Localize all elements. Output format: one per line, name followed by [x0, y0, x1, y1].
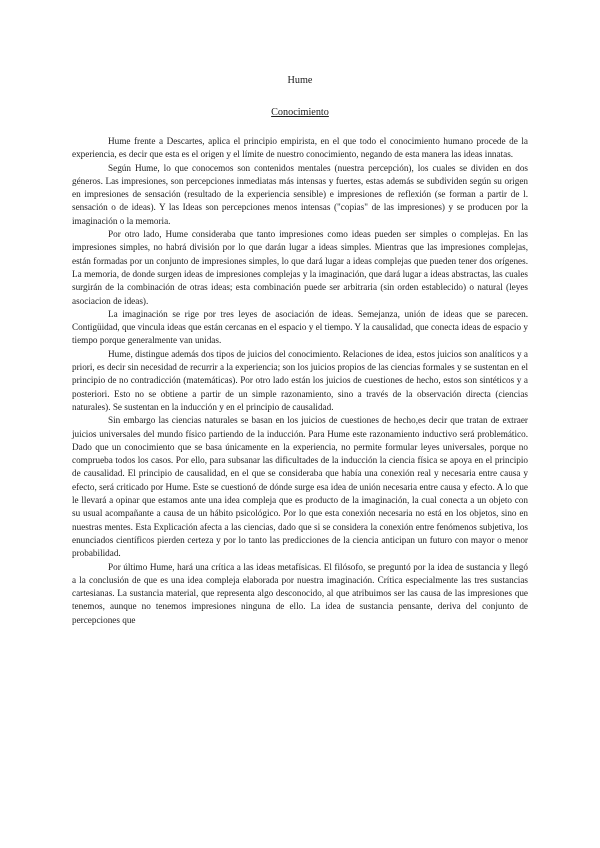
paragraph-6: Sin embargo las ciencias naturales se basan en los juicios de cuestiones de hecho,es decir que tratan de extraer juicios universales del mundo físico partiendo de la inducción. Para Hume este razonamiento inductivo será problemático. Dado que un conocimiento que se basa únicamente en la experiencia, no permite formular leyes universales, porque no comprueba todos los casos. Por ello, para subsanar las dificultades de la inducción la ciencia física se apoya en el principio de causalidad. El principio de causalidad, en el que se consideraba que había una conexión real y necesaria entre causa y efecto, será criticado por Hume. Este se cuestionó de dónde surge esa idea de unión necesaria entre causa y efecto. A lo que le llevará a opinar que estamos ante una idea compleja que es producto de la imaginación, la cual conecta a un objeto con su usual acompañante a causa de un hábito psicológico. Por lo que esta conexión necesaria no está en los objetos, sino en nuestras mentes. Esta Explicación afecta a las ciencias, dado que si se considera la conexión entre fenómenos subjetiva, los enunciados científicos pierden certeza y por lo tanto las predicciones de la ciencia anticipan un futuro con mayor o menor probabilidad. [72, 415, 528, 559]
document-body [72, 135, 528, 627]
paragraph-4: La imaginación se rige por tres leyes de asociación de ideas. Semejanza, unión de ideas que se parecen. Contigüidad, que vincula ideas que están cercanas en el espacio y el tiempo. Y la causalidad, que conecta ideas de espacio y tiempo porque generalmente van unidas. [72, 308, 528, 346]
paragraph-3: Por otro lado, Hume consideraba que tanto impresiones como ideas pueden ser simples o complejas. En las impresiones simples, no habrá división por lo que darán lugar a ideas simples. Mientras que las impresiones complejas, están formadas por un conjunto de impresiones simples, lo que dará lugar a ideas complejas que pueden tener dos orígenes. La memoria, de donde surgen ideas de impresiones complejas y la imaginación, que dará lugar a ideas abstractas, las cuales surgirán de la combinación de otras ideas; esta combinación puede ser arbitraria (sin orden establecido) o natural (leyes asociacion de ideas). [72, 229, 528, 306]
document-title: Hume [287, 75, 313, 86]
paragraph-7: Por último Hume, hará una crítica a las ideas metafísicas. El filósofo, se preguntó por la idea de sustancia y llegó a la conclusión de que es una idea compleja elaborada por nuestra imaginación. Crítica especialmente las tres sustancias cartesianas. La sustancia material, que representa algo desconocido, al que atribuimos ser las causa de las impresiones que tenemos, aunque no tenemos impresiones ninguna de ello. La idea de sustancia pensante, deriva del conjunto de percepciones que [72, 561, 528, 625]
paragraph-2: Según Hume, lo que conocemos son contenidos mentales (nuestra percepción), los cuales se dividen en dos géneros. Las impresiones, son percepciones inmediatas más intensas y fuertes, estas además se subdividen según su origen en impresiones de sensación (resultado de la experiencia sensible) e impresiones de reflexión (se forman a partir de l. sensación o de ideas). Y las Ideas son percepciones menos intensas ("copias" de las impresiones) y se producen por la imaginación o la memoria. [72, 162, 528, 226]
paragraph-5: Hume, distingue además dos tipos de juicios del conocimiento. Relaciones de idea, estos juicios son analíticos y a priori, es decir sin necesidad de recurrir a la experiencia; son los juicios propios de las ciencias formales y se sustentan en el principio de no contradicción (matemáticas). Por otro lado están los juicios de cuestiones de hecho, estos son sintéticos y a posteriori. Esto no se obtiene a partir de un simple razonamiento, sino a través de la observación directa (ciencias naturales). Se sustentan en la inducción y en el principio de causalidad. [72, 348, 528, 412]
paragraph-1: Hume frente a Descartes, aplica el principio empirista, en el que todo el conocimiento humano procede de la experiencia, es decir que esta es el origen y el límite de nuestro conocimiento, negando de esta manera las ideas innatas. [72, 136, 528, 160]
document-subtitle: Conocimiento [271, 107, 329, 118]
